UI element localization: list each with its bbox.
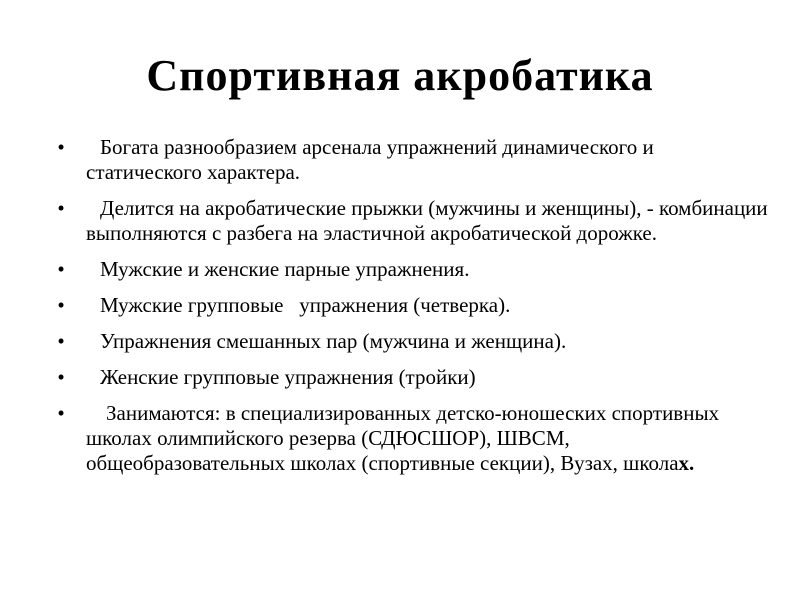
bullet-icon: • [57,293,65,317]
bullet-icon: • [57,401,65,425]
bullet-icon: • [57,365,65,389]
bullet-text-bold-tail: х. [678,451,695,475]
list-item [48,257,768,282]
bullet-text: Богата разнообразием арсенала упражнений динамического и статического характера. [86,135,654,184]
bullet-icon: • [57,329,65,353]
list-item [48,135,768,185]
bullet-text: Делится на акробатические прыжки (мужчины и женщины), - комбинации выполняются с разбега на эластичной акробатической дорожке. [86,196,768,245]
list-item [48,293,768,318]
bullet-list [48,135,768,487]
slide-title: Спортивная акробатика [146,51,654,100]
bullet-icon: • [57,196,65,220]
bullet-icon: • [57,257,65,281]
list-item [48,329,768,354]
bullet-text [86,401,719,475]
bullet-text: Мужские и женские парные упражнения. [100,257,470,281]
bullet-text: Мужские групповые упражнения (четверка). [100,293,511,317]
bullet-icon: • [57,135,65,159]
bullet-text: Упражнения смешанных пар (мужчина и женщина). [100,329,567,353]
bullet-text: Женские групповые упражнения (тройки) [100,365,476,389]
list-item [48,401,768,476]
list-item [48,365,768,390]
bullet-text-main: Занимаются: в специализированных детско-юношеских спортивных школах олимпийского резерва (СДЮСШОР), ШВСМ, общеобразовательных школах (спортивные секции), Вузах, школа [86,401,720,475]
list-item [48,196,768,246]
